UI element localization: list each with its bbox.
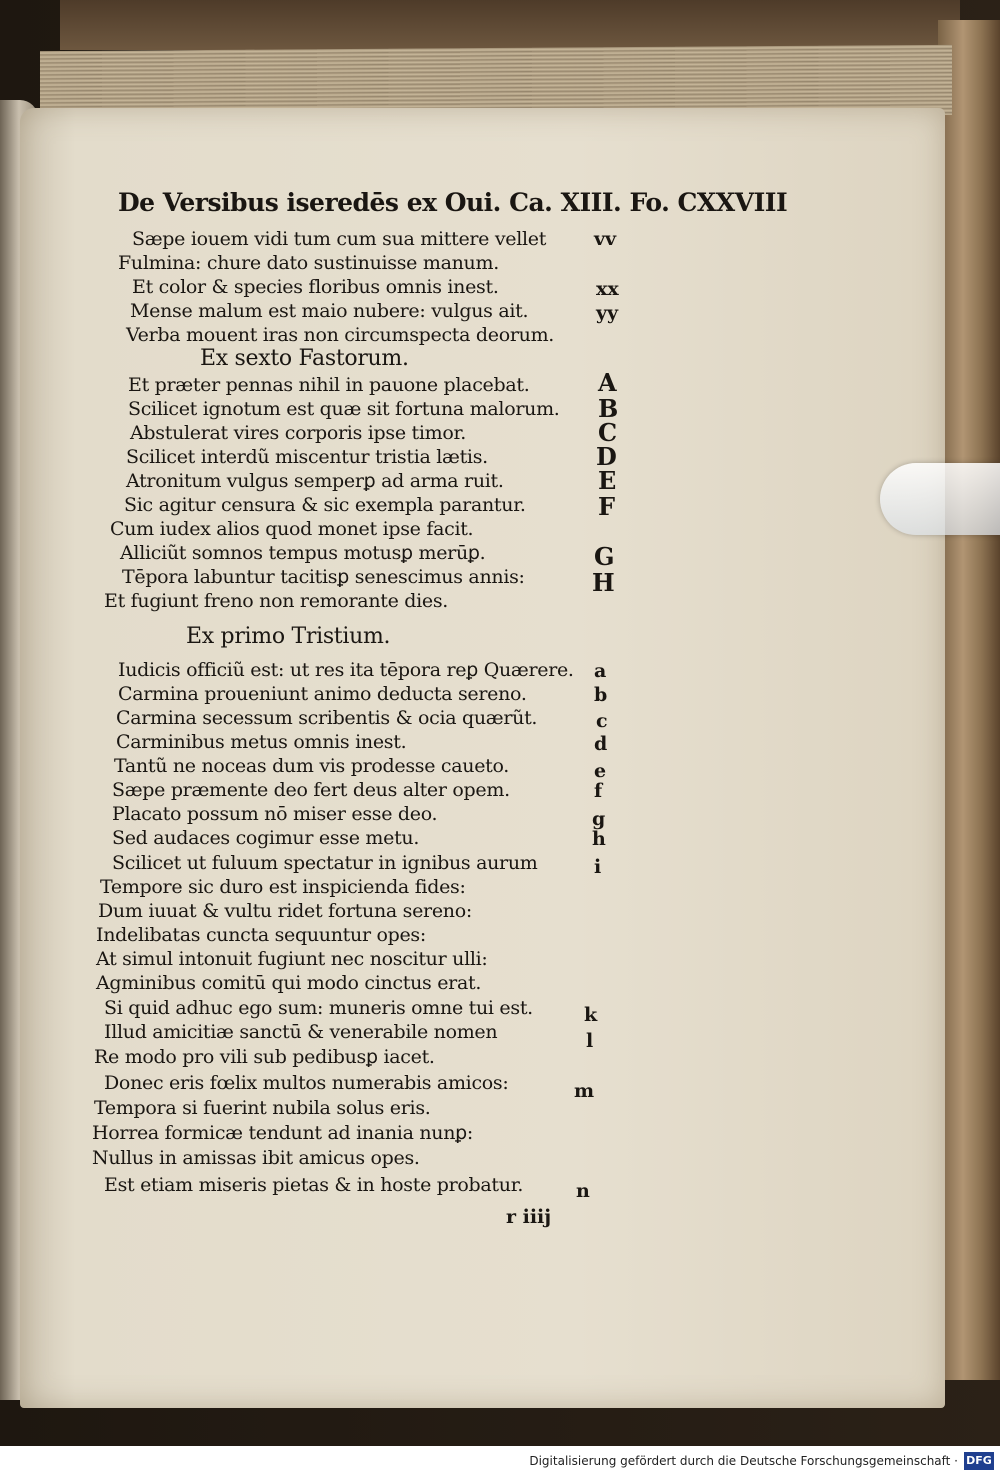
text-line: Carminibus metus omnis inest. xyxy=(116,731,407,753)
text-line: Sic agitur censura & sic exempla parantur. xyxy=(124,494,526,516)
text-line: Tēpora labuntur tacitisꝑ senescimus annis: xyxy=(122,566,525,588)
margin-marker: g xyxy=(592,808,606,830)
text-line: Fulmina: chure dato sustinuisse manum. xyxy=(118,252,499,274)
margin-marker: xx xyxy=(596,278,619,300)
text-line: Illud amicitiæ sanctū & venerabile nomen xyxy=(104,1021,498,1043)
text-line: Et præter pennas nihil in pauone placebat. xyxy=(128,374,530,396)
margin-marker: a xyxy=(594,660,607,682)
text-line: Tempora si fuerint nubila solus eris. xyxy=(94,1097,431,1119)
running-head: De Versibus iseredēs ex Oui. Ca. XIII. Fo. CXXVIII xyxy=(118,188,788,217)
text-line: Re modo pro vili sub pedibusꝑ iacet. xyxy=(94,1046,435,1068)
margin-marker: n xyxy=(576,1180,590,1202)
text-line: Scilicet ignotum est quæ sit fortuna malorum. xyxy=(128,398,560,420)
footer-credit: Digitalisierung gefördert durch die Deutsche Forschungsgemeinschaft · xyxy=(529,1454,958,1468)
margin-marker: d xyxy=(594,733,608,755)
text-line: Tempore sic duro est inspicienda fides: xyxy=(100,876,466,898)
text-line: Sed audaces cogimur esse metu. xyxy=(112,827,420,849)
margin-marker: G xyxy=(594,542,615,571)
book-cover-edge xyxy=(938,20,1000,1380)
text-line: Est etiam miseris pietas & in hoste probatur. xyxy=(104,1174,524,1196)
plastic-bookmark xyxy=(880,463,1000,535)
section-heading: Ex sexto Fastorum. xyxy=(200,346,409,371)
margin-marker: i xyxy=(594,856,602,878)
footer-bar xyxy=(0,1446,1000,1478)
text-line: Scilicet interdũ miscentur tristia lætis. xyxy=(126,446,488,468)
text-line: Verba mouent iras non circumspecta deorum. xyxy=(126,324,555,346)
text-line: Nullus in amissas ibit amicus opes. xyxy=(92,1147,420,1169)
text-line: Donec eris fœlix multos numerabis amicos: xyxy=(104,1072,509,1094)
text-line: Dum iuuat & vultu ridet fortuna sereno: xyxy=(98,900,472,922)
margin-marker: m xyxy=(574,1080,595,1102)
text-line: Horrea formicæ tendunt ad inania nunꝑ: xyxy=(92,1122,474,1144)
book-top-edge xyxy=(60,0,960,50)
text-line: Mense malum est maio nubere: vulgus ait. xyxy=(130,300,529,322)
margin-marker: h xyxy=(592,828,606,850)
text-line: Et color & species floribus omnis inest. xyxy=(132,276,499,298)
text-line: Iudicis officiũ est: ut res ita tēpora reꝑ Quærere. xyxy=(118,659,574,681)
signature-mark: r iiij xyxy=(506,1206,552,1228)
margin-marker: B xyxy=(598,394,619,423)
text-line: Si quid adhuc ego sum: muneris omne tui est. xyxy=(104,997,533,1019)
margin-marker: A xyxy=(598,368,617,397)
margin-marker: H xyxy=(592,568,615,597)
text-line: Carmina proueniunt animo deducta sereno. xyxy=(118,683,527,705)
margin-marker: f xyxy=(594,780,603,802)
margin-marker: yy xyxy=(596,302,619,324)
margin-marker: e xyxy=(594,760,607,782)
margin-marker: l xyxy=(586,1030,594,1052)
text-line: Carmina secessum scribentis & ocia quærũt. xyxy=(116,707,538,729)
text-line: At simul intonuit fugiunt nec noscitur ulli: xyxy=(96,948,488,970)
text-line: Agminibus comitū qui modo cinctus erat. xyxy=(96,972,482,994)
text-line: Sæpe iouem vidi tum cum sua mittere vellet xyxy=(132,228,547,250)
text-line: Cum iudex alios quod monet ipse facit. xyxy=(110,518,474,540)
dfg-logo-icon: DFG xyxy=(964,1452,994,1470)
text-line: Tantũ ne noceas dum vis prodesse caueto. xyxy=(114,755,510,777)
text-line: Sæpe præmente deo fert deus alter opem. xyxy=(112,779,510,801)
text-line: Abstulerat vires corporis ipse timor. xyxy=(130,422,466,444)
text-line: Alliciũt somnos tempus motusꝑ merūꝑ. xyxy=(120,542,486,564)
margin-marker: F xyxy=(598,492,616,521)
margin-marker: E xyxy=(598,466,617,495)
margin-marker: D xyxy=(596,442,617,471)
margin-marker: C xyxy=(598,418,618,447)
text-line: Atronitum vulgus semperꝑ ad arma ruit. xyxy=(126,470,504,492)
margin-marker: c xyxy=(596,710,608,732)
text-line: Scilicet ut fuluum spectatur in ignibus aurum xyxy=(112,852,538,874)
text-line: Et fugiunt freno non remorante dies. xyxy=(104,590,449,612)
margin-marker: b xyxy=(594,684,608,706)
section-heading: Ex primo Tristium. xyxy=(186,624,391,649)
text-line: Indelibatas cuncta sequuntur opes: xyxy=(96,924,426,946)
margin-marker: k xyxy=(584,1004,598,1026)
margin-marker: vv xyxy=(594,228,617,250)
text-line: Placato possum nō miser esse deo. xyxy=(112,803,438,825)
